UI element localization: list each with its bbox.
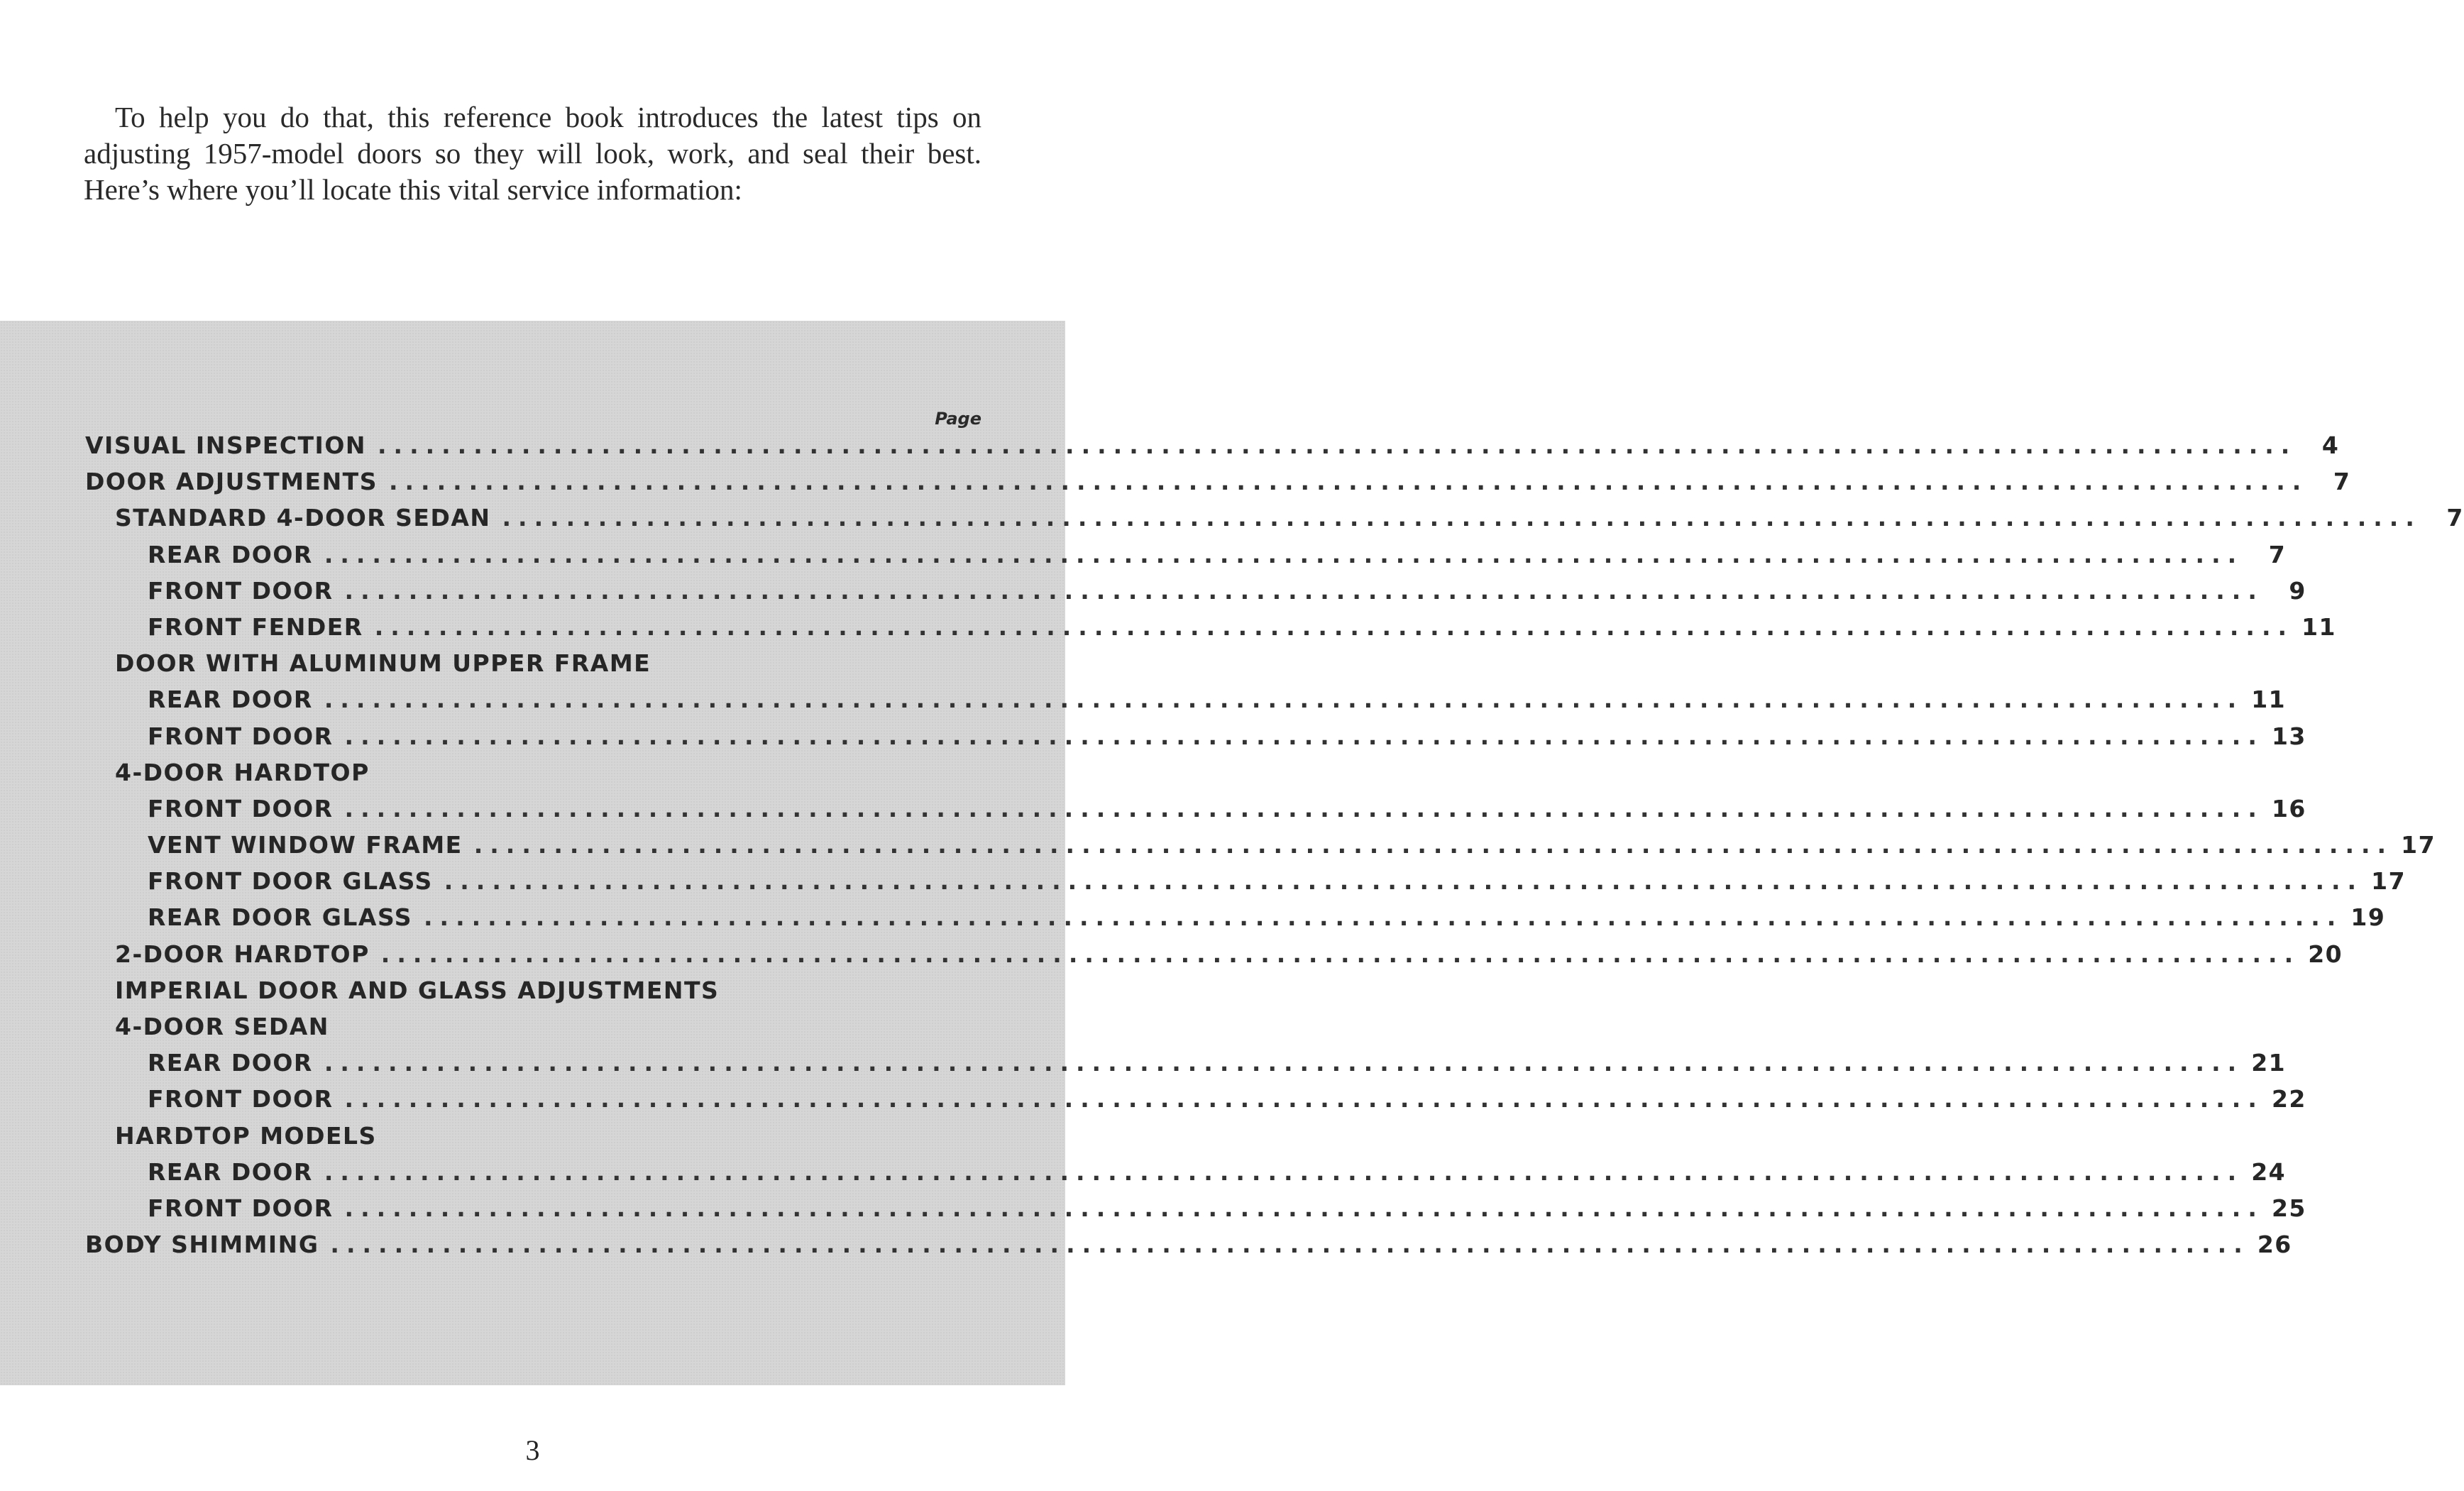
toc-entry-title: STANDARD 4-DOOR SEDAN (115, 504, 491, 532)
toc-entry-title: REAR DOOR GLASS (148, 903, 412, 932)
toc-entry-page: 11 (2251, 686, 2287, 714)
toc-entry-title: HARDTOP MODELS (115, 1121, 377, 1150)
toc-entry (85, 427, 2340, 463)
dot-leader: ........................................................................................................................ (330, 1231, 2250, 1259)
toc-entry-title: DOOR WITH ALUMINUM UPPER FRAME (115, 649, 651, 678)
toc-entry (85, 1008, 981, 1045)
dot-leader: ........................................................................................................................ (344, 1085, 2264, 1113)
toc-entry (85, 754, 981, 791)
toc-entry (85, 500, 2464, 536)
toc-entry-page: 20 (2308, 940, 2343, 968)
toc-entry-page: 11 (2301, 612, 2337, 641)
toc-entry-title: DOOR ADJUSTMENTS (85, 468, 378, 496)
toc-entry-title: 2-DOOR HARDTOP (115, 940, 370, 968)
table-of-contents-panel (0, 321, 2464, 1385)
toc-entry (85, 791, 2306, 827)
toc-entry (85, 573, 2306, 609)
toc-entry-title: FRONT FENDER (148, 612, 363, 641)
toc-entry-title: FRONT DOOR (148, 1085, 334, 1113)
toc-entry-page: 26 (2257, 1231, 2292, 1259)
toc-entry (85, 936, 2343, 972)
toc-entry-title: REAR DOOR (148, 686, 313, 714)
dot-leader: ........................................................................................................................ (344, 1194, 2264, 1222)
dot-leader: ........................................................................................................................ (502, 504, 2421, 532)
toc-entry-title: REAR DOOR (148, 1049, 313, 1077)
page-column-heading: Page (935, 409, 981, 429)
toc-entry-title: REAR DOOR (148, 1157, 313, 1186)
dot-leader: ........................................................................................................................ (324, 686, 2244, 714)
toc-entry-page: 7 (2333, 468, 2351, 496)
toc-entry-title: VISUAL INSPECTION (85, 431, 366, 459)
toc-entry (85, 1118, 981, 1154)
toc-entry-page: 9 (2289, 576, 2306, 605)
toc-entry-title: FRONT DOOR GLASS (148, 867, 433, 896)
toc-entry-page: 17 (2371, 867, 2407, 896)
dot-leader: ........................................................................................................................ (378, 431, 2297, 459)
toc-entry (85, 1081, 2306, 1117)
toc-entry-page: 7 (2446, 504, 2464, 532)
toc-entry (85, 1190, 2306, 1226)
toc-entry-page: 13 (2271, 722, 2306, 750)
dot-leader: ........................................................................................................................ (424, 903, 2343, 932)
toc-entry (85, 827, 2436, 863)
toc-entry-title: 4-DOOR SEDAN (115, 1013, 329, 1040)
toc-entry-title: FRONT DOOR (148, 576, 334, 605)
dot-leader: ........................................................................................................................ (374, 612, 2294, 641)
toc-entry (85, 537, 2287, 573)
toc-entry (85, 1154, 2287, 1190)
dot-leader: ........................................................................................................................ (388, 468, 2309, 496)
toc-entry-page: 7 (2268, 540, 2287, 568)
toc-entry-page: 17 (2401, 831, 2436, 859)
toc-entry-title: FRONT DOOR (148, 794, 334, 822)
toc-entry (85, 863, 2407, 899)
toc-entry (85, 972, 981, 1008)
dot-leader: ........................................................................................................................ (344, 722, 2264, 750)
dot-leader: ........................................................................................................................ (324, 1157, 2244, 1186)
toc-entry (85, 609, 2337, 645)
toc-entry-title: VENT WINDOW FRAME (148, 831, 463, 859)
toc-entry-title: FRONT DOOR (148, 1194, 334, 1222)
toc-entry-title: REAR DOOR (148, 540, 313, 568)
dot-leader: ........................................................................................................................ (344, 576, 2264, 605)
toc-entry-page: 4 (2321, 431, 2340, 459)
toc-entry-title: 4-DOOR HARDTOP (115, 758, 370, 786)
toc-entry (85, 681, 2287, 717)
toc-entry-title: FRONT DOOR (148, 722, 334, 750)
dot-leader: ........................................................................................................................ (380, 940, 2301, 968)
toc-entry (85, 899, 2386, 935)
toc-entry-page: 22 (2271, 1085, 2306, 1113)
toc-entry-page: 25 (2271, 1194, 2306, 1222)
toc-entry-title: IMPERIAL DOOR AND GLASS ADJUSTMENTS (115, 976, 720, 1004)
toc-entry (85, 463, 2351, 500)
dot-leader: ........................................................................................................................ (344, 794, 2264, 822)
table-of-contents (85, 427, 2464, 1262)
toc-entry (85, 718, 2306, 754)
dot-leader: ........................................................................................................................ (444, 867, 2364, 896)
toc-entry (85, 645, 981, 681)
dot-leader: ........................................................................................................................ (324, 540, 2244, 568)
toc-entry-page: 21 (2251, 1049, 2287, 1077)
toc-entry-page: 19 (2350, 903, 2386, 932)
dot-leader: ........................................................................................................................ (324, 1049, 2244, 1077)
page-number: 3 (525, 1434, 540, 1466)
toc-entry-title: BODY SHIMMING (85, 1231, 319, 1259)
dot-leader: ........................................................................................................................ (473, 831, 2394, 859)
toc-entry (85, 1045, 2287, 1081)
intro-paragraph: To help you do that, this reference book introduces the latest tips on adjusting 1957-model doors so they will look, work, and seal their best. Here’s where you’ll locate this vital service information: (84, 101, 981, 206)
toc-entry-page: 24 (2251, 1157, 2287, 1186)
toc-entry-page: 16 (2271, 794, 2306, 822)
toc-entry (85, 1226, 2292, 1262)
